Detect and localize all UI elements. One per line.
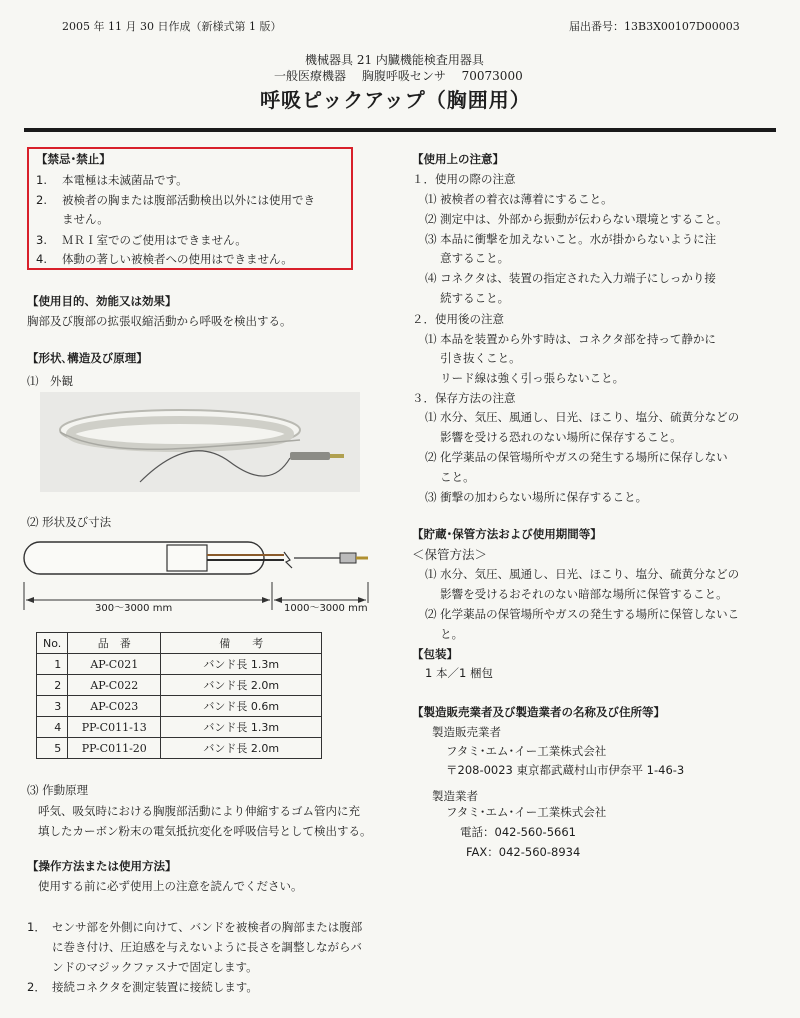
seller-label: 製造販売業者	[432, 725, 501, 739]
list-number: 2.	[36, 193, 47, 207]
list-item: 体動の著しい被検者への使用はできません。	[62, 252, 293, 266]
list-item: 接続コネクタを測定装置に接続します。	[52, 980, 258, 994]
dimensions-label: ⑵ 形状及び寸法	[27, 515, 112, 529]
list-item: センサ部を外側に向けて、バンドを被検者の胸部または腹部	[52, 920, 363, 934]
list-item: ⑴ 水分、気圧、風通し、日光、ほこり、塩分、硫黄分などの	[425, 567, 740, 581]
storage-subheading: ＜保管方法＞	[412, 547, 488, 562]
cell-no: 5	[37, 738, 68, 759]
maker-fax: FAX：042-560-8934	[466, 845, 581, 859]
page-title: 呼吸ピックアップ（胸囲用）	[260, 88, 531, 112]
created-date: 2005 年 11 月 30 日作成（新様式第 1 版）	[62, 20, 282, 33]
list-item: ⑵ 化学薬品の保管場所やガスの発生する場所に保存しない	[425, 450, 728, 464]
maker-phone: 電話：042-560-5661	[460, 825, 576, 839]
list-item: ⑵ 測定中は、外部から振動が伝わらない環境とすること。	[425, 212, 728, 226]
list-item: ⑴ 水分、気圧、風通し、日光、ほこり、塩分、硫黄分などの	[425, 410, 740, 424]
cell-note: バンド長 1.3m	[161, 717, 322, 738]
packaging-text: 1 本／1 梱包	[425, 666, 493, 680]
product-photo	[40, 392, 360, 492]
list-item: に巻き付け、圧迫感を与えないように長さを調整しながらバ	[52, 940, 363, 954]
list-item: ⑷ コネクタは、装置の指定された入力端子にしっかり接	[425, 271, 716, 285]
table-row	[37, 675, 322, 696]
cell-note: バンド長 2.0m	[161, 738, 322, 759]
cell-model: PP-C011-13	[68, 717, 161, 738]
table-row	[37, 717, 322, 738]
cell-note: バンド長 1.3m	[161, 654, 322, 675]
table-row	[37, 654, 322, 675]
precautions-section-3: ３．保存方法の注意	[412, 391, 516, 405]
operation-heading: 【操作方法または使用方法】	[27, 859, 177, 873]
list-item: と。	[425, 627, 464, 641]
list-item: ⑴ 本品を装置から外す時は、コネクタ部を持って静かに	[425, 332, 716, 346]
seller-address: 〒208-0023 東京都武蔵村山市伊奈平 1-46-3	[446, 763, 685, 777]
list-item: 意すること。	[425, 251, 510, 265]
principle-line-2: 填したカーボン粉末の電気抵抗変化を呼吸信号として検出する。	[38, 824, 372, 838]
registration-number: 届出番号：13B3X00107D00003	[569, 20, 740, 33]
list-number: 2．	[27, 980, 46, 994]
appearance-label: ⑴ 外観	[27, 374, 73, 388]
model-table	[36, 632, 322, 759]
classification-line-1: 機械器具 21 内臓機能検査用器具	[305, 53, 484, 67]
list-number: 3.	[36, 233, 47, 247]
shape-heading: 【形状､構造及び原理】	[27, 351, 148, 365]
packaging-heading: 【包装】	[412, 647, 458, 661]
table-header-row	[37, 633, 322, 654]
cell-model: AP-C021	[68, 654, 161, 675]
contraindication-heading: 【禁忌･禁止】	[36, 152, 111, 166]
list-number: 1．	[27, 920, 46, 934]
maker-label: 製造業者	[432, 789, 478, 803]
table-row	[37, 738, 322, 759]
cell-model: AP-C022	[68, 675, 161, 696]
principle-heading: ⑶ 作動原理	[27, 783, 89, 797]
col-model: 品 番	[68, 633, 161, 654]
list-item: リード線は強く引っ張らないこと。	[425, 371, 625, 385]
list-item: 被検者の胸または腹部活動検出以外には使用でき	[62, 193, 315, 207]
list-item: ません。	[62, 212, 109, 226]
seller-name: フタミ･エム･イー工業株式会社	[446, 744, 607, 758]
list-item: こと。	[425, 470, 475, 484]
list-item: ⑵ 化学薬品の保管場所やガスの発生する場所に保管しないこ	[425, 607, 740, 621]
cell-model: AP-C023	[68, 696, 161, 717]
cell-no: 2	[37, 675, 68, 696]
storage-heading: 【貯蔵･保管方法および使用期間等】	[412, 527, 602, 541]
cell-no: 3	[37, 696, 68, 717]
list-item: 影響を受けるおそれのない暗部な場所に保管すること。	[425, 587, 728, 601]
cell-model: PP-C011-20	[68, 738, 161, 759]
col-no: No.	[37, 633, 68, 654]
col-note: 備 考	[161, 633, 322, 654]
title-divider	[24, 128, 776, 132]
list-item: 引き抜くこと。	[425, 351, 521, 365]
manufacturer-heading: 【製造販売業者及び製造業者の名称及び住所等】	[412, 705, 665, 719]
precautions-section-2: ２．使用後の注意	[412, 312, 504, 326]
cell-no: 1	[37, 654, 68, 675]
list-item: 本電極は未滅菌品です。	[62, 173, 188, 187]
maker-name: フタミ･エム･イー工業株式会社	[446, 805, 607, 819]
list-item: ンドのマジックファスナで固定します。	[52, 960, 258, 974]
classification-line-2: 一般医療機器 胸腹呼吸センサ 70073000	[274, 69, 523, 83]
cell-no: 4	[37, 717, 68, 738]
list-number: 1.	[36, 173, 47, 187]
list-item: 続すること。	[425, 291, 510, 305]
list-item: ⑶ 本品に衝撃を加えないこと。水が掛からないように注	[425, 232, 717, 246]
precautions-heading: 【使用上の注意】	[412, 152, 504, 166]
table-row	[37, 696, 322, 717]
dimension-lead: 1000～3000 mm	[284, 603, 368, 614]
dimension-band: 300～3000 mm	[92, 603, 175, 615]
principle-line-1: 呼気、吸気時における胸腹部活動により伸縮するゴム管内に充	[38, 804, 360, 818]
cell-note: バンド長 2.0m	[161, 675, 322, 696]
list-item: ⑶ 衝撃の加わらない場所に保存すること。	[425, 490, 648, 504]
list-item: ＭＲＩ室でのご使用はできません。	[62, 233, 247, 247]
list-number: 4.	[36, 252, 47, 266]
cell-note: バンド長 0.6m	[161, 696, 322, 717]
list-item: 影響を受ける恐れのない場所に保存すること。	[425, 430, 682, 444]
purpose-heading: 【使用目的、効能又は効果】	[27, 294, 177, 308]
purpose-text: 胸部及び腹部の拡張収縮活動から呼吸を検出する。	[27, 314, 292, 328]
list-item: ⑴ 被検者の着衣は薄着にすること。	[425, 192, 613, 206]
operation-intro: 使用する前に必ず使用上の注意を読んでください。	[38, 879, 303, 893]
precautions-section-1: １．使用の際の注意	[412, 172, 516, 186]
